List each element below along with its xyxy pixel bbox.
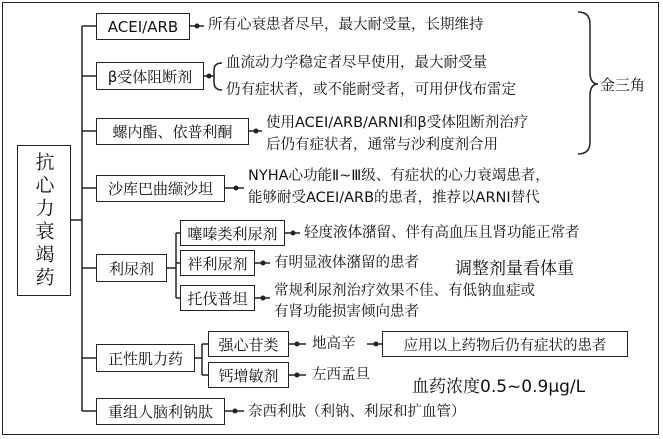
node-glycoside-indication: 应用以上药物后仍有症状的患者: [382, 331, 628, 357]
diuretic-note: 调整剂量看体重: [455, 259, 574, 279]
node-tolvaptan: 托伐普坦: [180, 285, 255, 311]
node-recombinant-bnp: 重组人脑利钠肽: [96, 398, 225, 425]
node-acei-arb: ACEI/ARB: [96, 13, 190, 40]
levosimendan-label: 左西孟旦: [312, 367, 370, 383]
spironolactone-desc-line1: 使用ACEI/ARB/ARNI和β受体阻断剂治疗: [266, 115, 529, 131]
node-calcium-sensitizer: 钙增敏剂: [208, 362, 289, 388]
golden-triangle-label: 金三角: [600, 76, 646, 94]
loop-diuretic-desc: 有明显液体潴留的患者: [274, 255, 419, 271]
node-beta-blocker: β受体阻断剂: [96, 62, 204, 90]
node-inotropes: 正性肌力药: [96, 344, 195, 372]
tolvaptan-desc-line2: 有肾功能损害倾向患者: [274, 304, 419, 320]
root-node: [17, 145, 71, 296]
node-thiazide-diuretic: 噻嗪类利尿剂: [180, 220, 285, 246]
sacubitril-desc-line1: NYHA心功能Ⅱ~Ⅲ级、有症状的心力衰竭患者，: [248, 168, 550, 184]
inotrope-note: 血药浓度0.5~0.9μg/L: [412, 377, 586, 397]
recombinant-bnp-desc: 奈西利肽（利钠、利尿和扩血管）: [248, 404, 466, 420]
digoxin-label: 地高辛: [312, 336, 356, 352]
node-loop-diuretic: 袢利尿剂: [180, 250, 255, 276]
node-sacubitril-valsartan: 沙库巴曲缬沙坦: [96, 175, 225, 202]
tolvaptan-desc-line1: 常规利尿剂治疗效果不佳、有低钠血症或: [274, 283, 535, 299]
root-label: 抗心力衰竭药: [32, 151, 55, 290]
thiazide-desc: 轻度液体潴留、伴有高血压且肾功能正常者: [304, 225, 580, 241]
beta-blocker-desc-line1: 血流动力学稳定者尽早使用，最大耐受量: [226, 55, 487, 71]
sacubitril-desc-line2: 能够耐受ACEI/ARB的患者，推荐以ARNI替代: [248, 190, 540, 206]
node-diuretics: 利尿剂: [96, 254, 167, 282]
beta-blocker-desc-line2: 仍有症状者，或不能耐受者，可用伊伐布雷定: [226, 82, 516, 98]
node-spironolactone: 螺内酯、依普利酮: [96, 118, 249, 145]
node-cardiac-glycosides: 强心苷类: [208, 331, 289, 357]
acei-arb-desc: 所有心衰患者尽早，最大耐受量，长期维持: [208, 17, 484, 33]
spironolactone-desc-line2: 后仍有症状者，通常与沙利度剂合用: [266, 137, 498, 153]
